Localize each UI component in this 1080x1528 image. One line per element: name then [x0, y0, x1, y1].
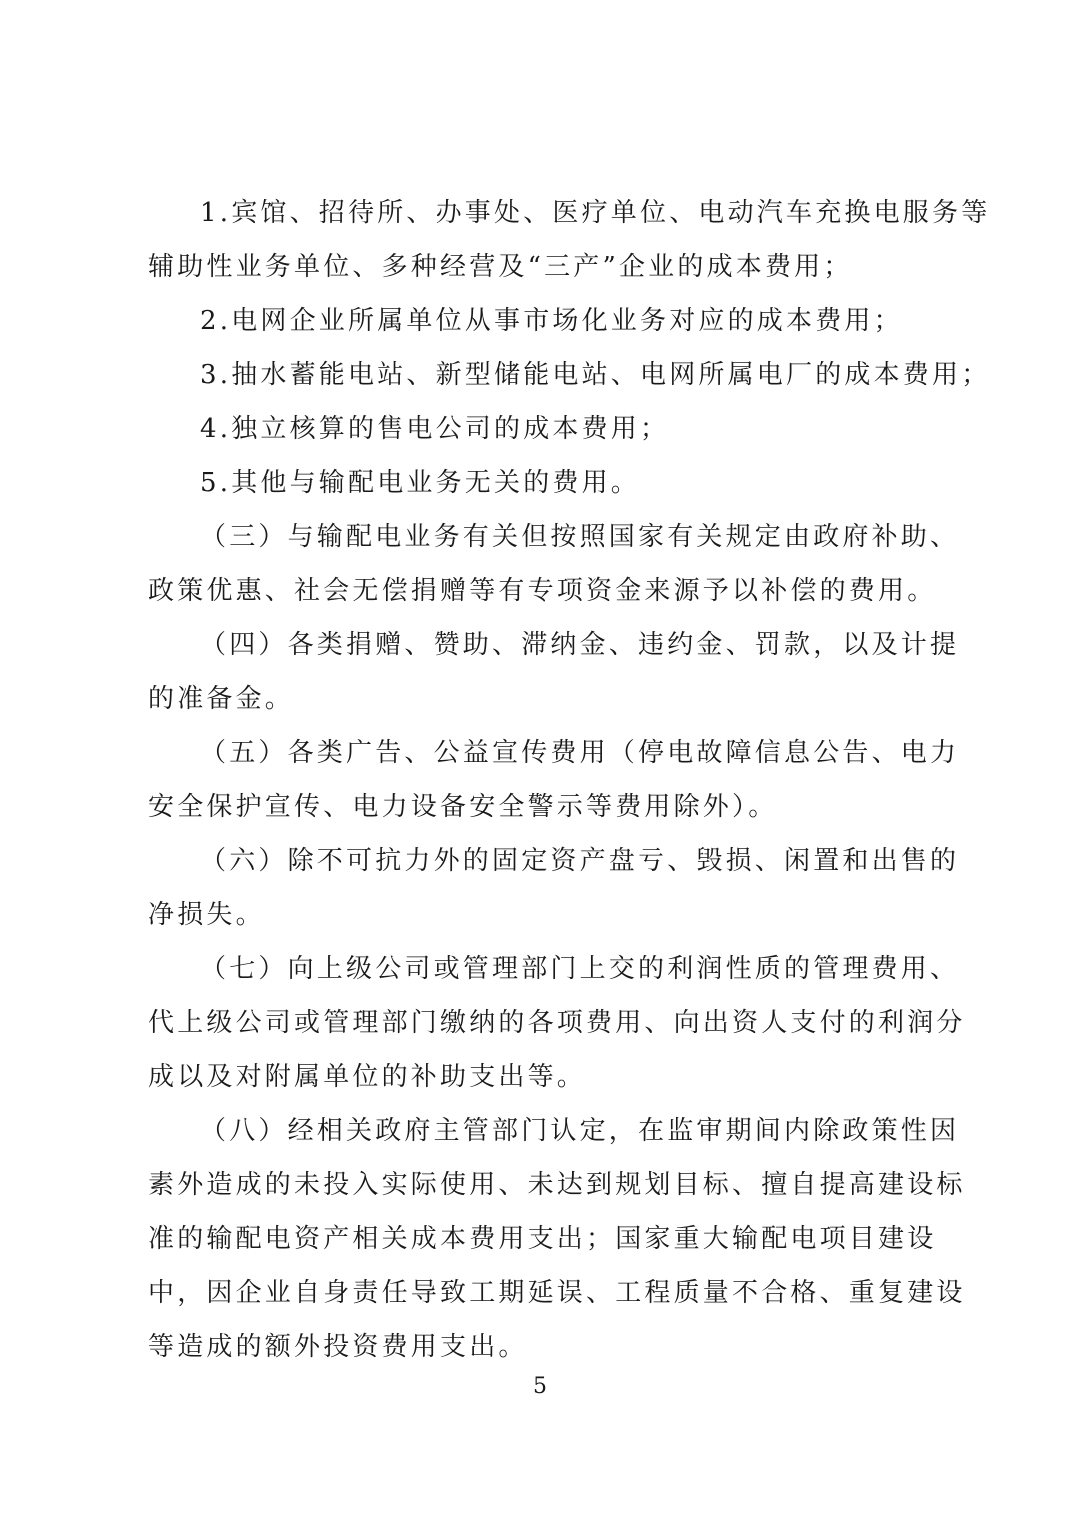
text-line-7: （三）与输配电业务有关但按照国家有关规定由政府补助、	[200, 522, 960, 552]
text-line-16: 代上级公司或管理部门缴纳的各项费用、向出资人支付的利润分	[148, 1008, 966, 1038]
text-line-17: 成以及对附属单位的补助支出等。	[148, 1062, 587, 1092]
text-line-9: （四）各类捐赠、赞助、滞纳金、违约金、罚款，以及计提	[200, 630, 960, 660]
text-line-3: 2.电网企业所属单位从事市场化业务对应的成本费用；	[200, 306, 903, 336]
text-line-22: 等造成的额外投资费用支出。	[148, 1332, 528, 1362]
text-line-11: （五）各类广告、公益宣传费用（停电故障信息公告、电力	[200, 738, 960, 768]
text-line-14: 净损失。	[148, 900, 265, 930]
text-line-2: 辅助性业务单位、多种经营及“三产”企业的成本费用；	[148, 252, 853, 282]
text-line-10: 的准备金。	[148, 684, 295, 714]
text-line-12: 安全保护宣传、电力设备安全警示等费用除外）。	[148, 792, 778, 822]
text-line-21: 中，因企业自身责任导致工期延误、工程质量不合格、重复建设	[148, 1278, 966, 1308]
text-line-20: 准的输配电资产相关成本费用支出；国家重大输配电项目建设	[148, 1224, 937, 1254]
text-line-13: （六）除不可抗力外的固定资产盘亏、毁损、闲置和出售的	[200, 846, 960, 876]
text-line-5: 4.独立核算的售电公司的成本费用；	[200, 414, 670, 444]
text-line-8: 政策优惠、社会无偿捐赠等有专项资金来源予以补偿的费用。	[148, 576, 937, 606]
text-line-1: 1.宾馆、招待所、办事处、医疗单位、电动汽车充换电服务等	[200, 198, 991, 228]
page-number: 5	[533, 1374, 547, 1399]
text-line-18: （八）经相关政府主管部门认定，在监审期间内除政策性因	[200, 1116, 960, 1146]
text-line-19: 素外造成的未投入实际使用、未达到规划目标、擅自提高建设标	[148, 1170, 966, 1200]
text-line-6: 5.其他与输配电业务无关的费用。	[200, 468, 641, 498]
text-line-4: 3.抽水蓄能电站、新型储能电站、电网所属电厂的成本费用；	[200, 360, 991, 390]
text-line-15: （七）向上级公司或管理部门上交的利润性质的管理费用、	[200, 954, 960, 984]
